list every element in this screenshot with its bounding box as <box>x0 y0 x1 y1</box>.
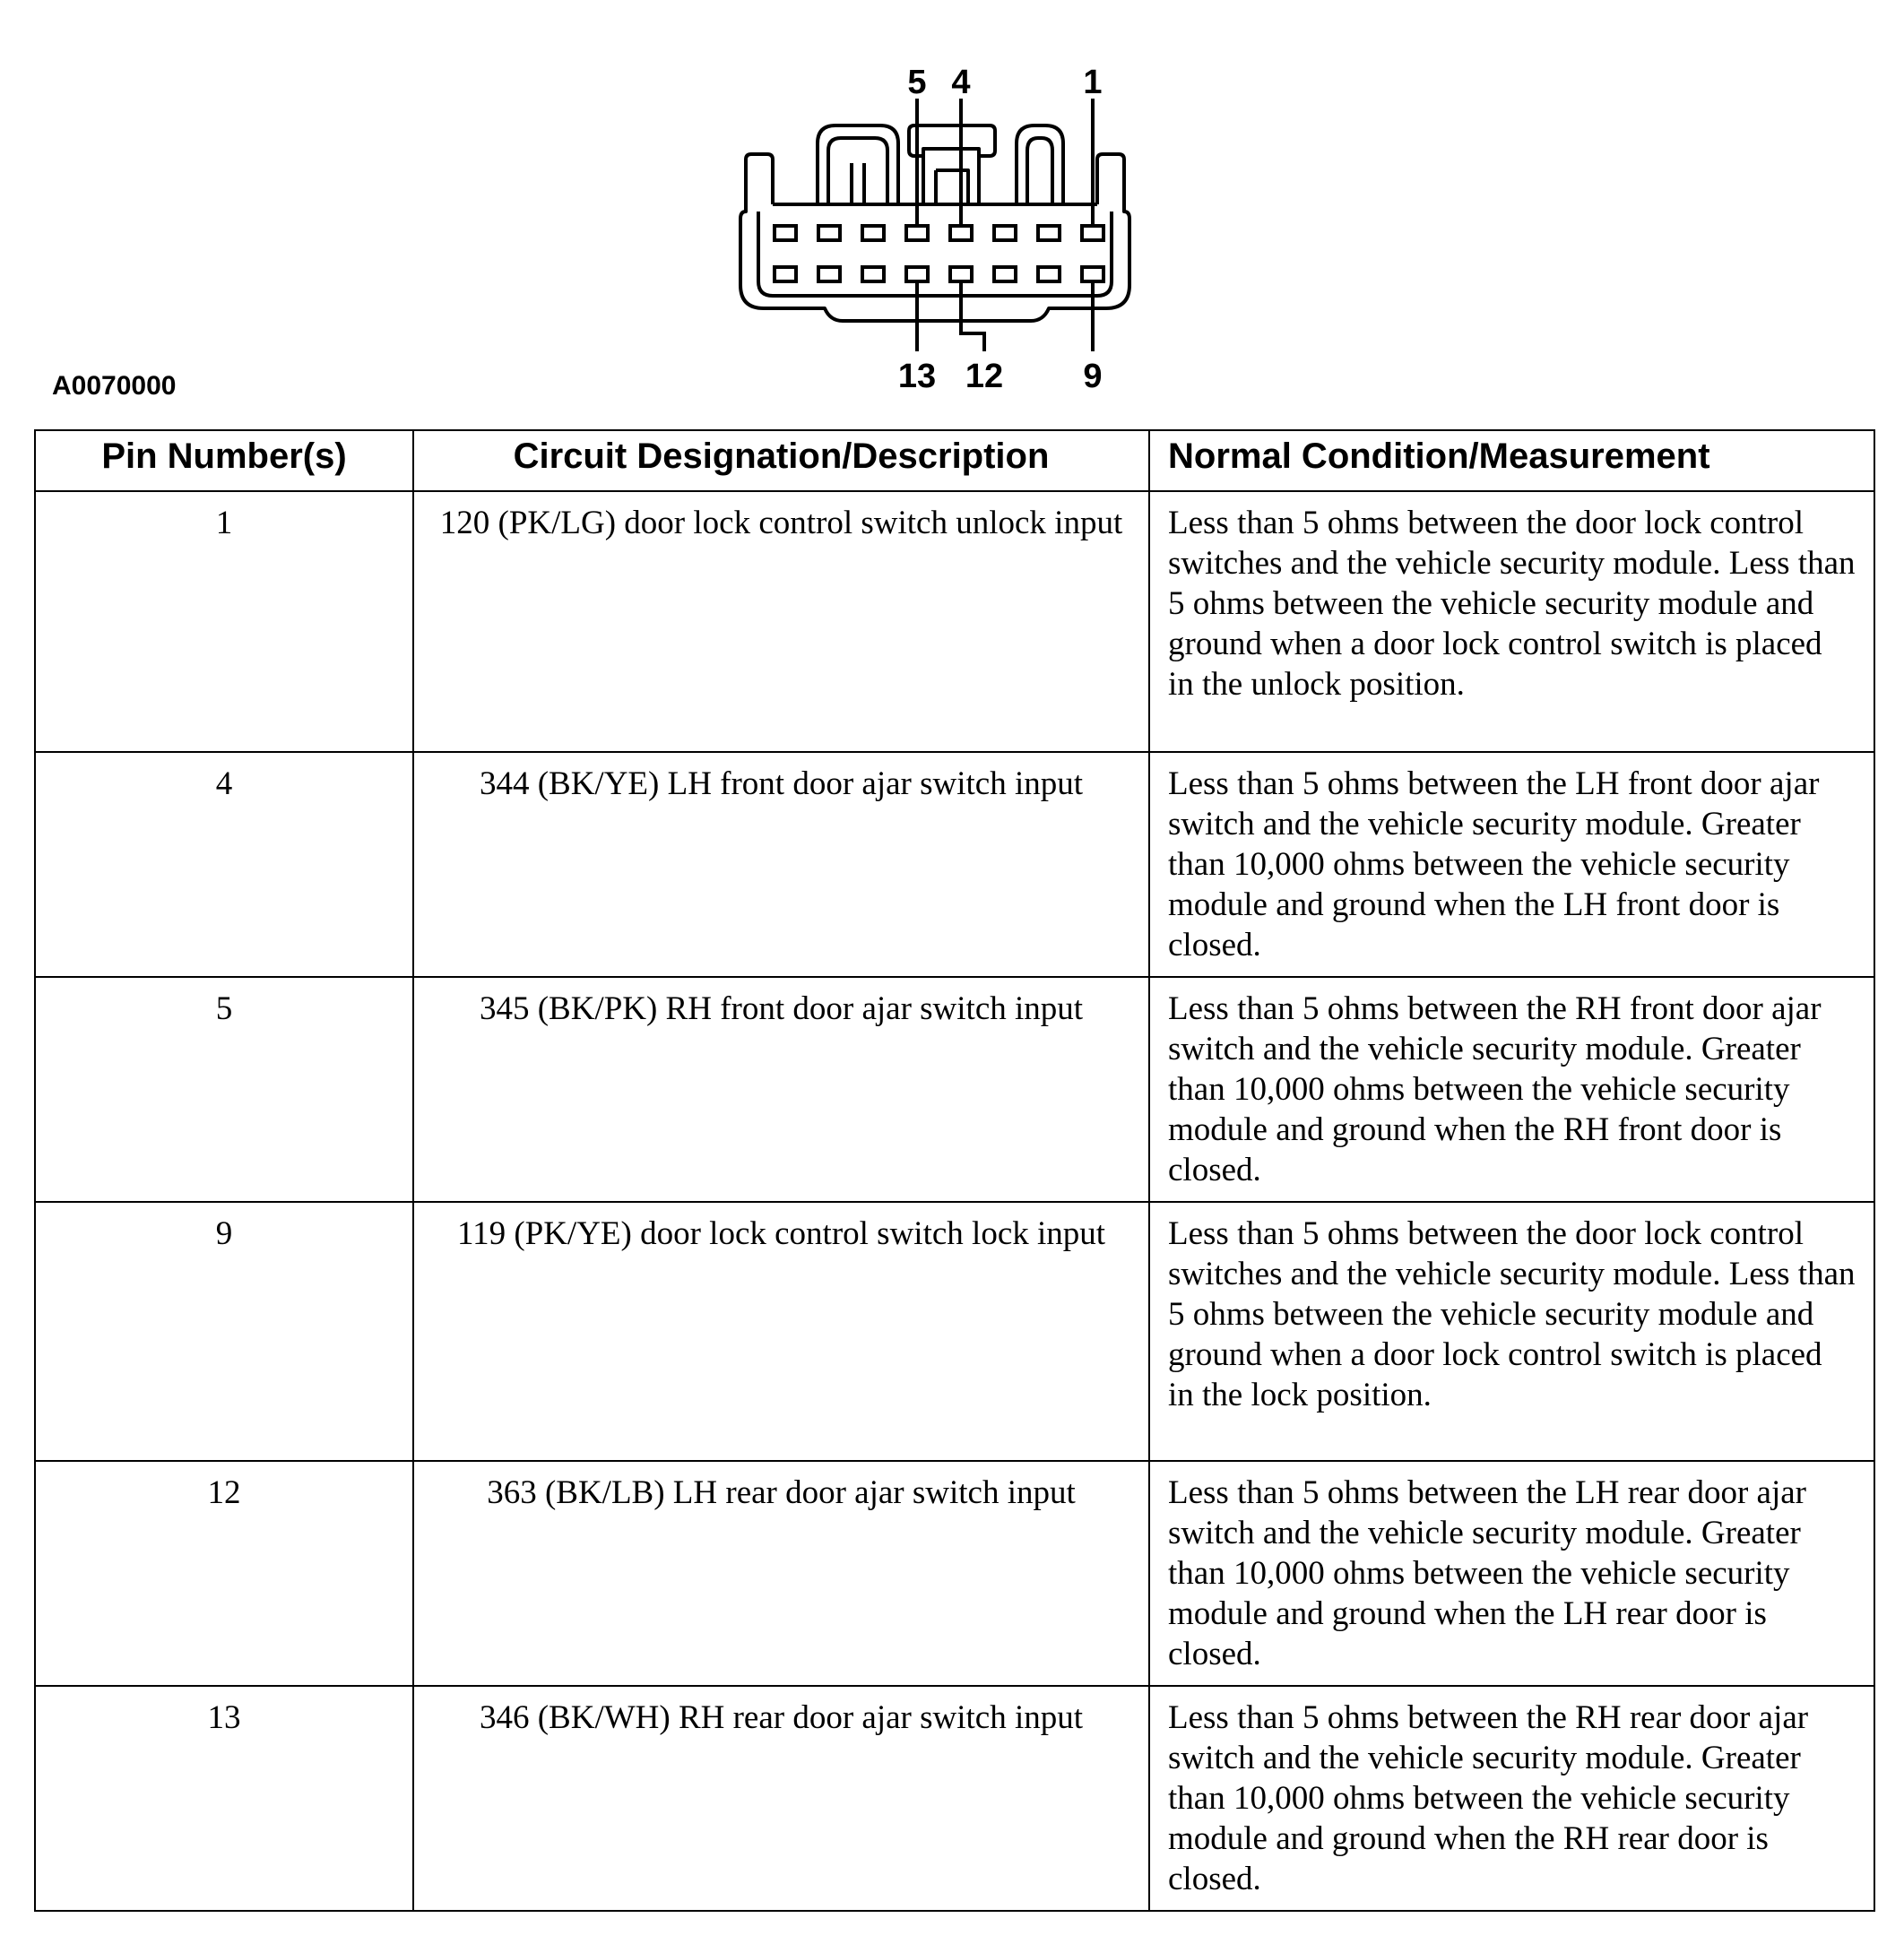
cavity <box>994 226 1016 240</box>
cavity <box>862 267 884 281</box>
table-row <box>35 752 1874 977</box>
pin-number-cell: 4 <box>35 752 413 977</box>
measurement-cell: Less than 5 ohms between the door lock control switches and the vehicle security module. Less than 5 ohms between the vehicle security module and ground when a door lock control switch is placed in the lock position. <box>1149 1202 1874 1461</box>
measurement-cell: Less than 5 ohms between the RH front door ajar switch and the vehicle security module. Greater than 10,000 ohms between the vehicle security module and ground when the RH front door is closed. <box>1149 977 1874 1202</box>
measurement-cell: Less than 5 ohms between the LH rear door ajar switch and the vehicle security module. Greater than 10,000 ohms between the vehicle security module and ground when the LH rear door is closed. <box>1149 1461 1874 1686</box>
header-pin-numbers: Pin Number(s) <box>35 430 413 491</box>
circuit-cell: 345 (BK/PK) RH front door ajar switch input <box>413 977 1149 1202</box>
cavity <box>994 267 1016 281</box>
cavity <box>775 226 796 240</box>
pin-number-cell: 12 <box>35 1461 413 1686</box>
cavity <box>950 226 972 240</box>
pin-label-1: 1 <box>1083 64 1103 101</box>
figure-id: A0070000 <box>52 371 177 401</box>
circuit-cell: 344 (BK/YE) LH front door ajar switch input <box>413 752 1149 977</box>
pin-label-5: 5 <box>907 64 927 101</box>
connector-housing <box>740 125 1129 321</box>
measurement-cell: Less than 5 ohms between the door lock control switches and the vehicle security module. Less than 5 ohms between the vehicle security module and ground when a door lock control switch is placed in the unlock position. <box>1149 491 1874 752</box>
cavity-grid <box>775 226 1103 281</box>
circuit-cell: 120 (PK/LG) door lock control switch unlock input <box>413 491 1149 752</box>
cavity <box>775 267 796 281</box>
pin-number-cell: 5 <box>35 977 413 1202</box>
measurement-cell: Less than 5 ohms between the LH front door ajar switch and the vehicle security module. Greater than 10,000 ohms between the vehicle security module and ground when the LH front door is closed. <box>1149 752 1874 977</box>
cavity <box>818 226 840 240</box>
cavity <box>1082 226 1103 240</box>
pin-number-cell: 13 <box>35 1686 413 1911</box>
cavity <box>1038 267 1060 281</box>
measurement-cell: Less than 5 ohms between the RH rear door ajar switch and the vehicle security module. Greater than 10,000 ohms between the vehicle security module and ground when the RH rear door is closed. <box>1149 1686 1874 1911</box>
circuit-cell: 119 (PK/YE) door lock control switch lock input <box>413 1202 1149 1461</box>
leader-pin-12 <box>961 281 984 351</box>
cavity <box>906 267 928 281</box>
table-row <box>35 1686 1874 1911</box>
table-row <box>35 491 1874 752</box>
pin-label-9: 9 <box>1083 358 1103 395</box>
header-normal-condition: Normal Condition/Measurement <box>1149 430 1874 491</box>
pin-table <box>34 429 1875 1912</box>
cavity <box>862 226 884 240</box>
pin-number-cell: 1 <box>35 491 413 752</box>
cavity <box>950 267 972 281</box>
pin-number-cell: 9 <box>35 1202 413 1461</box>
cavity <box>818 267 840 281</box>
pin-label-12: 12 <box>965 358 1004 395</box>
circuit-cell: 363 (BK/LB) LH rear door ajar switch input <box>413 1461 1149 1686</box>
table-row <box>35 1461 1874 1686</box>
cavity <box>1038 226 1060 240</box>
table-row <box>35 1202 1874 1461</box>
pin-label-13: 13 <box>897 358 937 395</box>
table-row <box>35 977 1874 1202</box>
circuit-cell: 346 (BK/WH) RH rear door ajar switch input <box>413 1686 1149 1911</box>
cavity <box>906 226 928 240</box>
cavity <box>1082 267 1103 281</box>
table-header-row <box>35 430 1874 491</box>
pin-label-4: 4 <box>951 64 971 101</box>
connector-diagram <box>0 0 1904 412</box>
header-circuit-description: Circuit Designation/Description <box>413 430 1149 491</box>
